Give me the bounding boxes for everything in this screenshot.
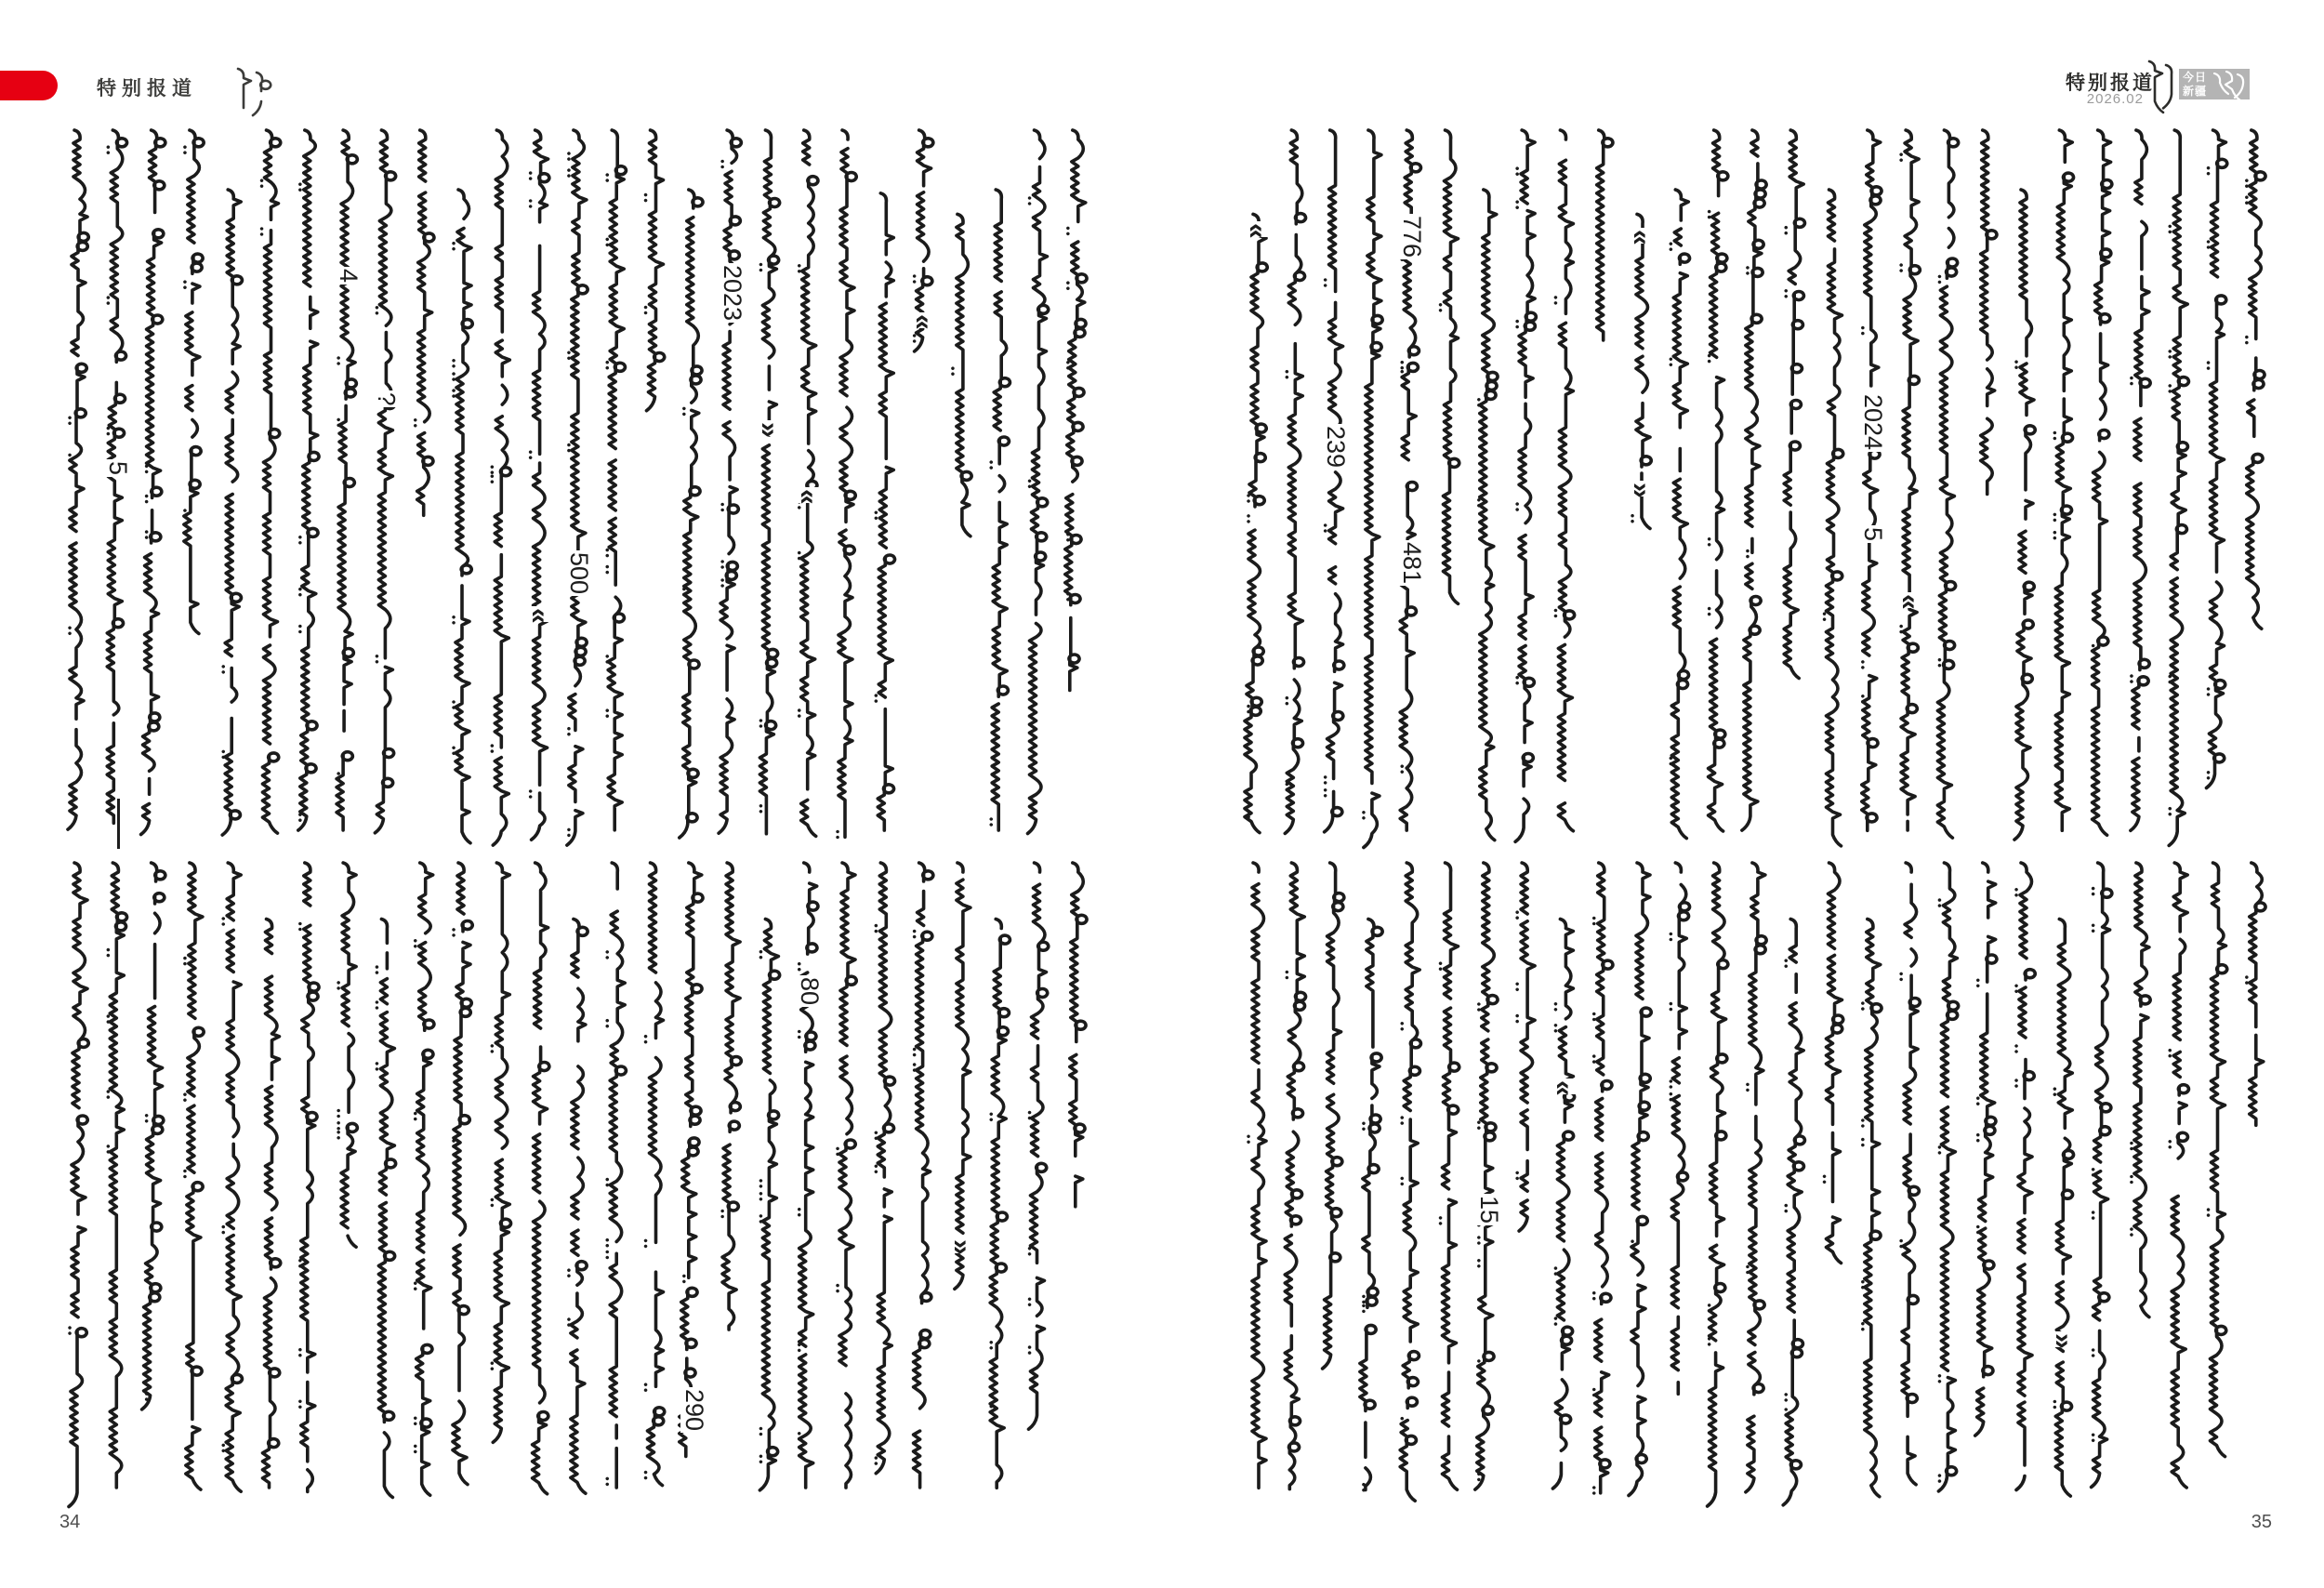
mongolian-text-column	[141, 130, 165, 835]
mongolian-punctuation-dots	[376, 965, 379, 1070]
mongolian-punctuation-dots	[2014, 888, 2018, 1088]
mongolian-text-column	[567, 130, 588, 845]
mongolian-text-column	[1323, 863, 1344, 1369]
mongolian-text-column	[493, 863, 510, 1442]
mongolian-text-column	[2134, 863, 2150, 1317]
mongolian-text-column	[2247, 130, 2265, 629]
mongolian-text-column	[839, 863, 856, 1488]
mongolian-punctuation-dots	[1362, 811, 1366, 820]
mongolian-text-column	[2172, 863, 2188, 1488]
mongolian-punctuation-dots	[1247, 1135, 1250, 1145]
close-guillemet-mark: »	[754, 422, 786, 435]
mongolian-punctuation-dots	[1515, 910, 1519, 1180]
mongolian-text-column	[2014, 190, 2035, 840]
mongolian-text-column	[1709, 130, 1728, 831]
mongolian-text-column	[914, 863, 933, 1488]
close-guillemet-mark: »	[2048, 1333, 2080, 1345]
mongolian-text-column	[571, 920, 588, 1494]
mongolian-text-column	[2055, 130, 2073, 830]
mongolian-text-column	[719, 130, 741, 833]
mongolian-text-column	[759, 920, 779, 1490]
open-guillemet-mark: «	[1895, 593, 1926, 606]
mongolian-text-column	[1742, 130, 1766, 830]
mongolian-text-column	[1671, 190, 1689, 839]
mongolian-punctuation-dots	[1784, 226, 1788, 298]
mongolian-punctuation-dots	[2207, 1208, 2211, 1217]
mongolian-text-column	[1480, 190, 1498, 840]
mongolian-punctuation-dots	[1670, 933, 1673, 1102]
mongolian-text-column	[1784, 130, 1804, 679]
mongolian-script-mark-icon	[253, 73, 271, 115]
mongolian-text-column	[533, 863, 549, 1494]
issue-date: 2026.02	[2086, 91, 2144, 107]
mongolian-text-column	[110, 863, 126, 1488]
mongolian-text-column	[1629, 863, 1651, 1496]
mongolian-punctuation-dots	[2092, 887, 2095, 1442]
mongolian-text-column	[1938, 863, 1958, 1491]
mongolian-text-column	[1443, 863, 1459, 1489]
mongolian-punctuation-dots	[836, 830, 839, 840]
inline-number: 500	[564, 551, 593, 594]
mongolian-text-column	[375, 130, 395, 833]
mongolian-text-column	[647, 130, 665, 411]
inline-number: 2024	[1858, 394, 1887, 451]
mongolian-punctuation-dots	[567, 1268, 571, 1326]
mongolian-text-column	[876, 863, 894, 1474]
mongolian-punctuation-dots	[720, 1210, 724, 1219]
mongolian-punctuation-dots	[913, 930, 917, 1072]
mongolian-text-column	[416, 863, 434, 1495]
mongolian-punctuation-dots	[1286, 971, 1289, 980]
mongolian-text-column	[2093, 130, 2112, 835]
mongolian-text-column	[722, 863, 741, 1330]
mongolian-punctuation-dots	[1066, 227, 1070, 602]
mongolian-punctuation-dots	[1324, 278, 1327, 797]
mongolian-text-column	[222, 190, 242, 835]
logo-mongolian-mark-icon	[2235, 74, 2243, 98]
mongolian-punctuation-dots	[68, 1326, 72, 1335]
mongolian-punctuation-dots	[2245, 975, 2249, 985]
mongolian-text-column	[1558, 130, 1574, 831]
mongolian-text-column	[1597, 130, 1613, 340]
inline-number: 4	[335, 268, 363, 283]
mongolian-text-column	[1285, 130, 1305, 833]
mongolian-punctuation-dots	[2168, 1049, 2172, 1149]
mongolian-punctuation-dots	[1823, 612, 1827, 621]
mongolian-text-column	[2016, 863, 2035, 1489]
mongolian-punctuation-dots	[1400, 252, 1404, 774]
mongolian-text-column	[680, 190, 703, 838]
mongolian-punctuation-dots	[951, 366, 955, 376]
mongolian-punctuation-dots	[1286, 370, 1289, 791]
mongolian-text-column	[1325, 130, 1344, 832]
mongolian-punctuation-dots	[1515, 166, 1519, 684]
inline-number: 2023	[719, 265, 747, 322]
mongolian-punctuation-dots	[491, 1044, 495, 1370]
mongolian-text-column	[1400, 863, 1420, 1501]
mongolian-text-column	[2169, 130, 2188, 845]
mongolian-text-column	[838, 130, 856, 837]
mongolian-text-column	[610, 863, 626, 1488]
mongolian-punctuation-dots	[452, 928, 456, 1148]
mongolian-punctuation-dots	[414, 418, 417, 428]
mongolian-punctuation-dots	[1861, 1001, 1865, 1330]
mongolian-text-column	[2211, 863, 2227, 1457]
mongolian-text-column	[1902, 863, 1920, 1485]
section-title-right: 特别报道	[2066, 73, 2155, 94]
mongolian-punctuation-dots	[2014, 360, 2018, 369]
mongolian-punctuation-dots	[260, 179, 264, 235]
mongolian-text-column	[955, 863, 971, 1289]
mongolian-text-column	[337, 130, 357, 830]
mongolian-text-column	[1901, 130, 1920, 830]
mongolian-text-column	[1981, 130, 1997, 495]
mongolian-text-column	[1975, 863, 1997, 1436]
mongolian-text-column	[532, 130, 549, 840]
mongolian-text-column	[1245, 214, 1267, 832]
mongolian-script-mark-icon	[238, 69, 251, 108]
mongolian-text-column	[1595, 863, 1613, 1493]
open-guillemet-mark: «	[523, 608, 555, 620]
mongolian-text-column	[184, 130, 204, 633]
mongolian-text-column	[759, 130, 779, 834]
mongolian-text-column	[680, 863, 703, 1456]
inline-number: 481	[1398, 541, 1427, 584]
mongolian-text-column	[263, 130, 281, 833]
mongolian-text-column	[226, 863, 242, 1491]
mongolian-punctuation-dots	[1439, 303, 1443, 312]
open-guillemet-mark: «	[1242, 222, 1273, 235]
mongolian-text-column	[1444, 130, 1459, 603]
magazine-logo-text: 今日 新疆	[2183, 70, 2208, 98]
inline-number: 290	[680, 1389, 708, 1432]
vertical-dash-mark	[117, 799, 120, 849]
mongolian-punctuation-dots	[1028, 1111, 1032, 1355]
mongolian-punctuation-dots	[145, 465, 149, 539]
inline-number: 5	[1858, 527, 1887, 542]
mongolian-punctuation-dots	[1708, 1303, 1711, 1346]
mongolian-punctuation-dots	[1631, 514, 1634, 523]
open-guillemet-mark: «	[1549, 1079, 1580, 1092]
mongolian-text-column	[1865, 920, 1882, 1497]
mongolian-text-column	[69, 863, 88, 1507]
mongolian-text-column	[186, 863, 204, 1489]
mongolian-punctuation-dots	[1670, 242, 1673, 765]
mongolian-text-column	[1364, 130, 1382, 848]
mongolian-text-column	[801, 130, 818, 836]
mongolian-punctuation-dots	[1554, 296, 1558, 617]
mongolian-text-column	[1862, 130, 1882, 830]
mongolian-text-column	[2250, 863, 2265, 1125]
mongolian-punctuation-dots	[298, 182, 302, 822]
mongolian-text-column	[648, 863, 665, 1486]
section-title-left: 特别报道	[97, 78, 197, 99]
open-guillemet-mark: «	[1626, 230, 1657, 243]
mongolian-punctuation-dots	[567, 152, 571, 837]
mongolian-punctuation-dots	[759, 263, 763, 814]
mongolian-script-mark-icon	[2149, 61, 2163, 112]
mongolian-punctuation-dots	[1861, 326, 1865, 704]
mongolian-punctuation-dots	[644, 193, 648, 314]
inline-number: 15	[1474, 1196, 1503, 1224]
mongolian-text-column	[378, 920, 395, 1498]
mongolian-text-column	[456, 190, 472, 843]
mongolian-punctuation-dots	[1938, 275, 1942, 668]
mongolian-text-column	[1746, 863, 1766, 1492]
mongolian-text-column	[2131, 130, 2150, 830]
mongolian-punctuation-dots	[1899, 973, 1903, 1249]
mongolian-punctuation-dots	[1708, 210, 1711, 616]
mongolian-text-column	[799, 863, 818, 1488]
mongolian-text-column	[1827, 190, 1843, 846]
mongolian-text-column	[453, 863, 472, 1485]
close-guillemet-mark: »	[1626, 482, 1657, 495]
mongolian-text-column	[301, 863, 319, 1491]
mongolian-text-column	[2055, 920, 2073, 1497]
mongolian-punctuation-dots	[875, 511, 878, 703]
mongolian-punctuation-dots	[720, 160, 724, 588]
mongolian-punctuation-dots	[644, 1035, 648, 1479]
mongolian-punctuation-dots	[1823, 1175, 1827, 1184]
mongolian-text-column	[1937, 130, 1958, 838]
open-guillemet-mark: «	[907, 313, 939, 326]
mongolian-punctuation-dots	[107, 948, 111, 1154]
mongolian-script-mark-icon	[2163, 65, 2172, 108]
mongolian-text-column	[1070, 863, 1087, 1207]
mongolian-punctuation-dots	[1784, 959, 1788, 1416]
mongolian-text-column	[990, 920, 1010, 1489]
mongolian-text-column	[992, 190, 1010, 830]
mongolian-text-column	[1519, 863, 1535, 1231]
mongolian-text-column	[1827, 863, 1843, 1264]
mongolian-text-column	[1285, 863, 1305, 1489]
mongolian-text-column	[1065, 130, 1087, 691]
open-guillemet-mark: «	[792, 489, 824, 501]
mongolian-text-column	[608, 130, 626, 830]
page-number-left: 34	[59, 1512, 81, 1532]
close-guillemet-mark: »	[945, 1239, 977, 1251]
mongolian-text-column	[1029, 863, 1049, 1429]
inline-number: 5	[104, 460, 133, 475]
mongolian-text-column	[341, 863, 357, 1247]
mongolian-punctuation-dots	[2130, 1142, 2133, 1237]
mongolian-text-column	[1475, 863, 1498, 1489]
mongolian-punctuation-dots	[376, 306, 379, 664]
mongolian-text-column	[263, 920, 281, 1489]
mongolian-punctuation-dots	[491, 465, 495, 752]
mongolian-text-column	[1515, 130, 1536, 841]
mongolian-punctuation-dots	[989, 460, 993, 826]
mongolian-punctuation-dots	[221, 665, 225, 759]
mongolian-punctuation-dots	[875, 924, 878, 1465]
inline-number: 80	[795, 976, 824, 1005]
mongolian-text-column	[1252, 863, 1266, 1488]
mongolian-text-column	[142, 863, 165, 1409]
mongolian-punctuation-dots	[1477, 1002, 1481, 1481]
mongolian-punctuation-dots	[2168, 225, 2172, 816]
mongolian-text-column	[878, 193, 894, 830]
mongolian-punctuation-dots	[337, 981, 340, 1139]
question-mark: ?	[373, 392, 402, 406]
mongolian-text-column	[957, 214, 971, 536]
mongolian-punctuation-dots	[682, 1275, 686, 1284]
page-number-right: 35	[2251, 1512, 2272, 1532]
inline-number: 776	[1398, 216, 1427, 258]
mongolian-punctuation-dots	[2245, 179, 2249, 344]
mongolian-punctuation-dots	[1976, 979, 1980, 1235]
inline-number: 239	[1321, 426, 1350, 469]
mongolian-text-column	[298, 130, 319, 830]
mongolian-punctuation-dots	[1592, 917, 1596, 1495]
mongolian-text-column	[68, 130, 88, 829]
mongolian-text-column	[1360, 920, 1382, 1490]
mongolian-punctuation-dots	[2207, 166, 2211, 780]
mongolian-text-column	[1671, 863, 1689, 1394]
mongolian-punctuation-dots	[298, 922, 302, 1409]
mongolian-text-column	[1708, 863, 1728, 1506]
mongolian-punctuation-dots	[183, 957, 187, 1178]
mongolian-text-column	[417, 130, 434, 515]
mongolian-punctuation-dots	[1028, 196, 1032, 488]
mongolian-punctuation-dots	[221, 917, 225, 1452]
mongolian-text-column	[493, 130, 510, 845]
mongolian-punctuation-dots	[836, 1147, 839, 1293]
